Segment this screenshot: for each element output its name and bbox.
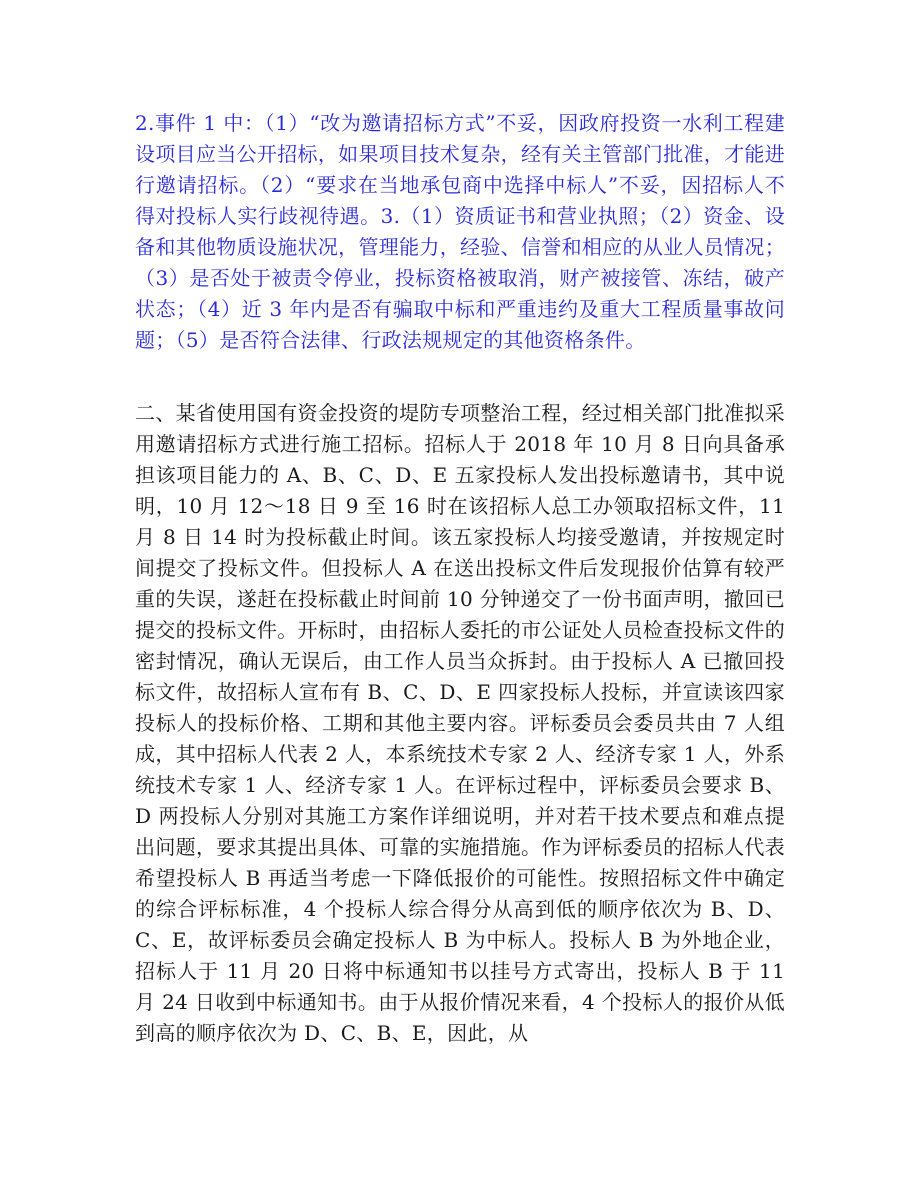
question-paragraph: 二、某省使用国有资金投资的堤防专项整治工程，经过相关部门批准拟采用邀请招标方式进行施工招标。招标人于 2018 年 10 月 8 日向具备承担该项目能力的 A、B、C、D、E 五家投标人发出投标邀请书，其中说明，10 月 12～18 日 9 至 16 时在该招标人总工办领取招标文件，11 月 8 日 14 时为投标截止时间。该五家投标人均接受邀请，并按规定时间提交了投标文件。但投标人 A 在送出投标文件后发现报价估算有较严重的失误，遂赶在投标截止时间前 10 分钟递交了一份书面声明，撤回已提交的投标文件。开标时，由招标人委托的市公证处人员检查投标文件的密封情况，确认无误后，由工作人员当众拆封。由于投标人 A 已撤回投标文件，故招标人宣布有 B、C、D、E 四家投标人投标，并宣读该四家投标人的投标价格、工期和其他主要内容。评标委员会委员共由 7 人组成，其中招标人代表 2 人，本系统技术专家 2 人、经济专家 1 人，外系统技术专家 1 人、经济专家 1 人。在评标过程中，评标委员会要求 B、D 两投标人分别对其施工方案作详细说明，并对若干技术要点和难点提出问题，要求其提出具体、可靠的实施措施。作为评标委员的招标人代表希望投标人 B 再适当考虑一下降低报价的可能性。按照招标文件中确定的综合评标标准，4 个投标人综合得分从高到低的顺序依次为 B、D、C、E，故评标委员会确定投标人 B 为中标人。投标人 B 为外地企业，招标人于 11 月 20 日将中标通知书以挂号方式寄出，投标人 B 于 11 月 24 日收到中标通知书。由于从报价情况来看，4 个投标人的报价从低到高的顺序依次为 D、C、B、E，因此，从 <box>135 401 785 1045</box>
answer-paragraph: 2.事件 1 中：（1）“改为邀请招标方式”不妥，因政府投资一水利工程建设项目应当公开招标，如果项目技术复杂，经有关主管部门批准，才能进行邀请招标。（2）“要求在当地承包商中选择中标人”不妥，因招标人不得对投标人实行歧视待遇。3.（1）资质证书和营业执照；（2）资金、设备和其他物质设施状况，管理能力，经验、信誉和相应的从业人员情况；（3）是否处于被责令停业，投标资格被取消，财产被接管、冻结，破产状态；（4）近 3 年内是否有骗取中标和严重违约及重大工程质量事故问题；（5）是否符合法律、行政法规规定的其他资格条件。 <box>135 111 785 352</box>
